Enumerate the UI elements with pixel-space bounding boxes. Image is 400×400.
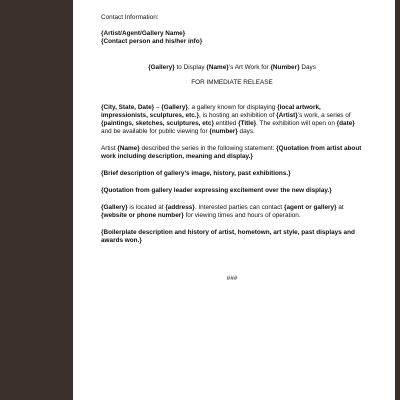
document-body [101,14,363,283]
document-page [73,0,395,400]
artist-statement-paragraph: Artist {Name} described the series in the following statement: {Quotation from artist about work including description, meaning and display.} [101,145,362,160]
boilerplate-paragraph: {Boilerplate description and history of artist, hometown, art style, past displays and awards won.} [101,229,355,244]
contact-info-label: Contact Information: [101,14,159,21]
intro-paragraph: {City, State, Date} – {Gallery}, a gallery known for displaying {local artwork, impressionists, sculptures, etc.}, is hosting an exhibition of {Artist}’s work, a series of {paintings, sketches, sculptures, etc} entitled {Title}. The exhibition will open on {date} and be available for public viewing for {number} days. [101,104,355,135]
contact-name-placeholder: {Artist/Agent/Gallery Name} [101,30,186,37]
gallery-quote-paragraph: {Quotation from gallery leader expressing excitement over the new display.} [101,187,332,194]
end-mark: ### [226,275,238,282]
press-release-headline: {Gallery} to Display {Name}’s Art Work for {Number} Days [148,64,316,71]
gallery-description-paragraph: {Brief description of gallery’s image, history, past exhibitions.} [101,170,291,177]
contact-person-placeholder: {Contact person and his/her info} [101,38,203,45]
release-label: FOR IMMEDIATE RELEASE [191,79,273,86]
contact-placeholder [101,30,363,46]
location-paragraph: {Gallery} is located at {address}. Interested parties can contact {agent or gallery} at {website or phone number} for viewing times and hours of operation. [101,204,344,219]
